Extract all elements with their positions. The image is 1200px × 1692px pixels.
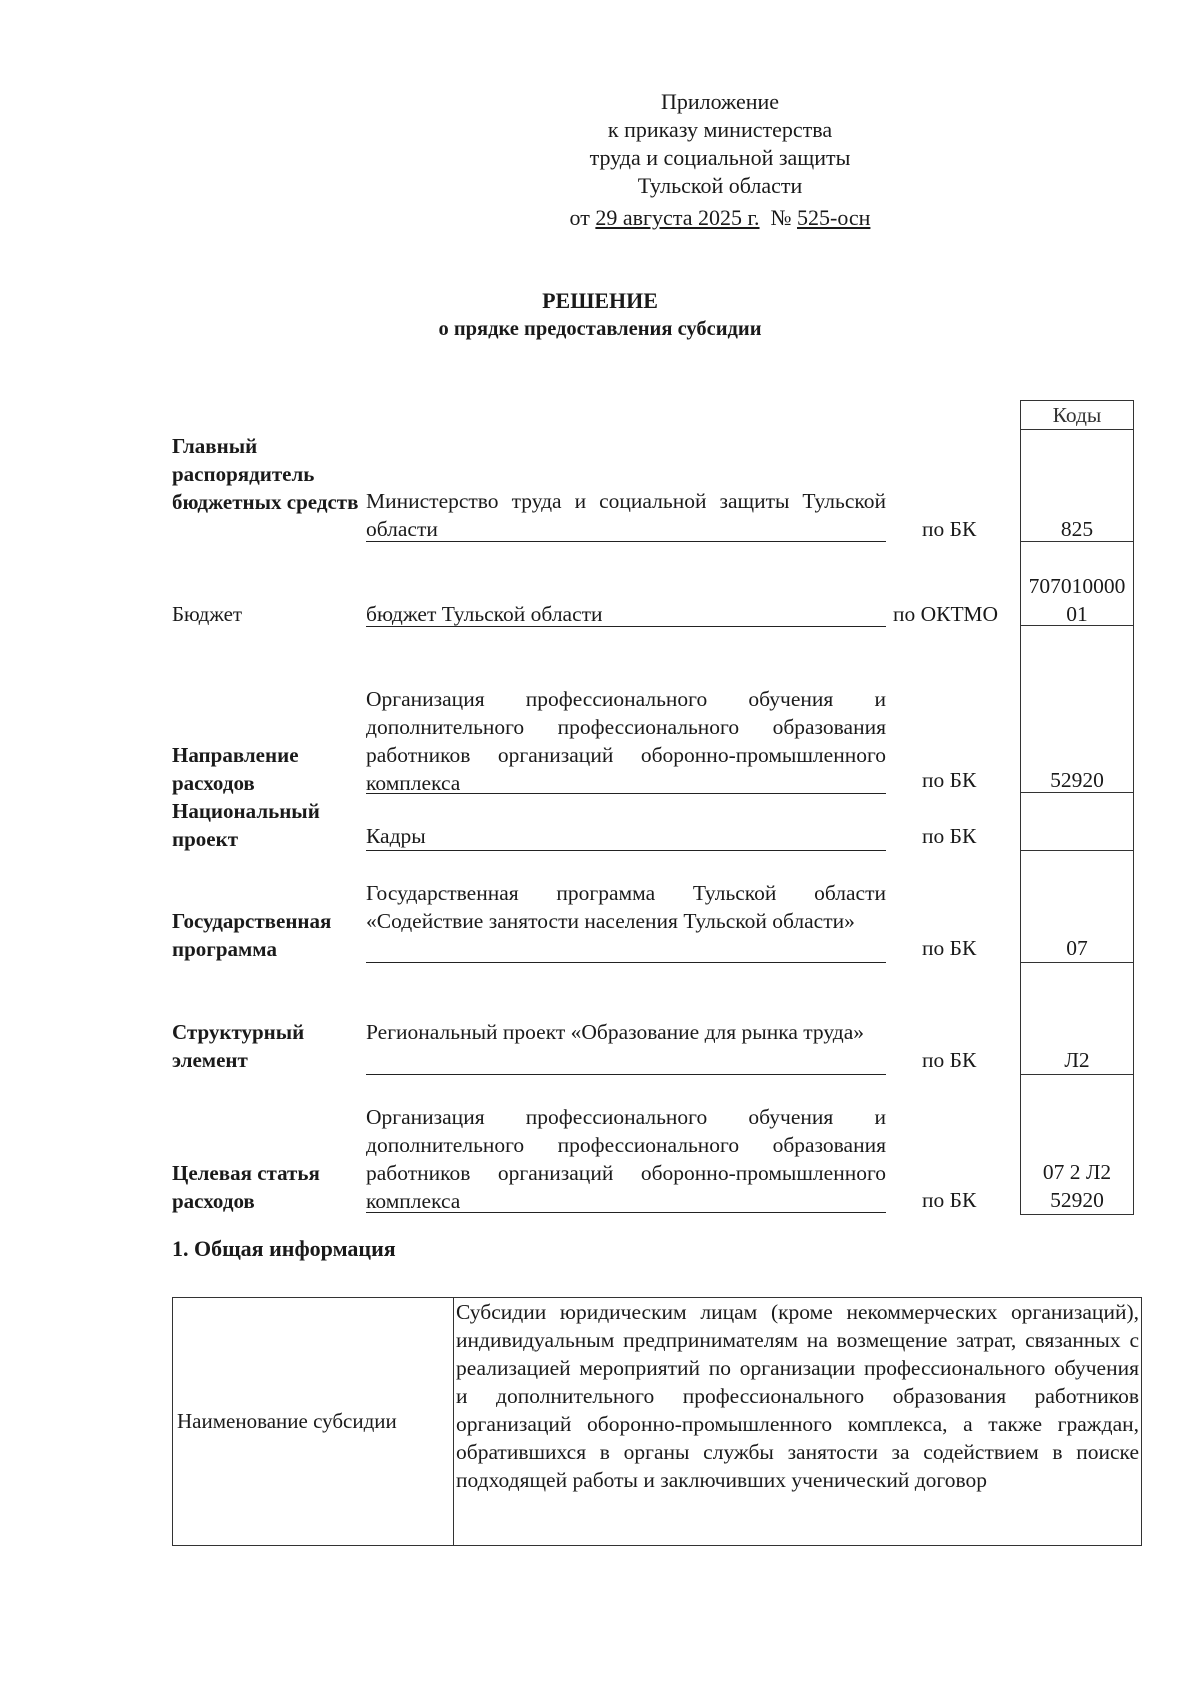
underline: [366, 962, 886, 963]
order-date: 29 августа 2025 г.: [595, 205, 760, 230]
date-prefix: от: [569, 205, 590, 230]
table-row: [173, 1298, 1142, 1546]
underline: [366, 1212, 886, 1213]
label-structural-element: Структурный элемент: [172, 1020, 305, 1072]
code-state-program: 07: [1066, 936, 1088, 960]
po-label: по БК: [922, 517, 977, 541]
po-label: по БК: [922, 936, 977, 960]
code-main-manager: 825: [1060, 517, 1094, 541]
appendix-date-line: [560, 204, 880, 232]
value-target-article: Организация профессионального обучения и дополнительного профессионального образования работников организаций оборонно-промышленного комплекса: [366, 1105, 886, 1213]
subsidy-name-label: Наименование субсидии: [173, 1298, 454, 1546]
appendix-block: [560, 88, 880, 232]
underline: [366, 626, 886, 627]
underline: [366, 541, 886, 542]
value-national-project: Кадры: [366, 824, 426, 848]
codes-header: Коды: [1052, 403, 1102, 427]
code-target-article: 07 2 Л2 52920: [1042, 1160, 1112, 1212]
label-expense-direction: Направление расходов: [172, 743, 299, 795]
code-structural-element: Л2: [1064, 1048, 1090, 1072]
label-national-project: Национальный проект: [172, 799, 320, 851]
appendix-region: Тульской области: [637, 173, 803, 198]
codes-divider: [1020, 429, 1134, 430]
code-expense-direction: 52920: [1050, 768, 1104, 792]
underline: [366, 1074, 886, 1075]
code-budget: 707010000 01: [1028, 574, 1126, 626]
value-structural-element: Региональный проект «Образование для рынка труда»: [366, 1020, 865, 1044]
value-main-manager: Министерство труда и социальной защиты Тульской области: [366, 489, 886, 541]
po-label: по БК: [922, 824, 977, 848]
label-budget: Бюджет: [172, 602, 243, 626]
section-heading: 1. Общая информация: [172, 1236, 396, 1261]
codes-divider: [1020, 1074, 1134, 1075]
appendix-order-ref: к приказу министерства: [607, 117, 833, 142]
codes-divider: [1020, 962, 1134, 963]
label-main-manager: Главный распорядитель бюджетных средств: [172, 434, 359, 514]
document-subtitle: о прядке предоставления субсидии: [438, 318, 762, 340]
underline: [366, 793, 886, 794]
po-label: по БК: [922, 768, 977, 792]
label-state-program: Государственная программа: [172, 909, 332, 961]
subsidy-name-value: Субсидии юридическим лицам (кроме некоммерческих организаций), индивидуальным предпринимателям на возмещение затрат, связанных с реализацией мероприятий по организации профессионального обучения и дополнительного профессионального образования работников организаций оборонно-промышленного комплекса, а также граждан, обратившихся в органы службы занятости за содействием в поиске подходящей работы и заключивших ученический договор: [454, 1298, 1142, 1546]
po-label: по БК: [922, 1048, 977, 1072]
po-label: по БК: [922, 1188, 977, 1212]
number-prefix: №: [770, 205, 792, 230]
label-target-article: Целевая статья расходов: [172, 1161, 320, 1213]
value-state-program: Государственная программа Тульской области «Содействие занятости населения Тульской области»: [366, 881, 886, 933]
document-title: РЕШЕНИЕ: [542, 288, 658, 313]
value-budget: бюджет Тульской области: [366, 602, 603, 626]
underline: [366, 850, 886, 851]
order-number: 525-осн: [797, 205, 871, 230]
appendix-title: Приложение: [660, 89, 780, 114]
po-label: по ОКТМО: [893, 602, 998, 626]
general-info-table: [172, 1297, 1142, 1546]
codes-divider: [1020, 850, 1134, 851]
value-expense-direction: Организация профессионального обучения и дополнительного профессионального образования работников организаций оборонно-промышленного комплекса: [366, 687, 886, 795]
appendix-ministry: труда и социальной защиты: [589, 145, 851, 170]
